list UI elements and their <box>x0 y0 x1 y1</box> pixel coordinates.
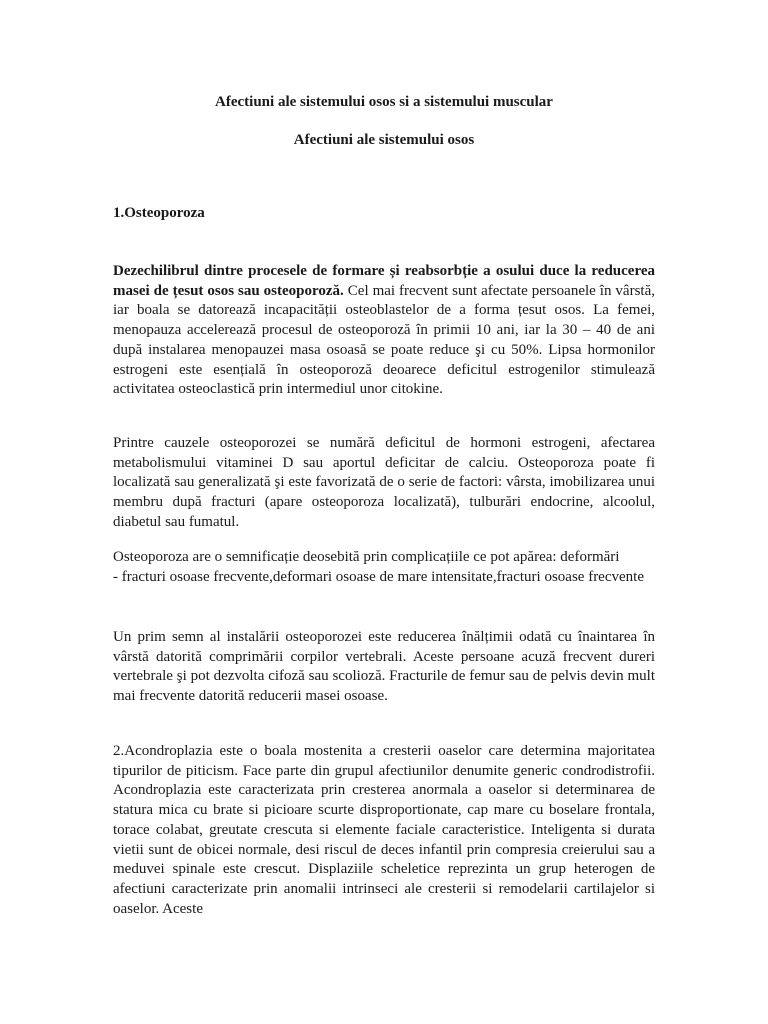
paragraph-osteoporosis-definition <box>113 262 655 400</box>
paragraph-acondroplazia: 2.Acondroplazia este o boala mostenita a cresterii oaselor care determina majoritatea tipurilor de piticism. Face parte din grupul afectiunilor denumite generic condrodistrofii. Acondroplazia este caracterizata prin cresterea anormala a oaselor si determinarea de statura mica cu brate si picioare scurte disproportionate, cap mare cu boselare frontala, torace colabat, greutate crescuta si elemente faciale caracteristice. Inteligenta si durata vietii sunt de obicei normale, desi riscul de deces infantil prin compresia creierului sau a meduvei spinale este crescut. Displaziile scheletice reprezinta un grup heterogen de afectiuni caracterizate prin anomalii intrinseci ale cresterii si remodelarii cartilajelor si oaselor. Aceste <box>113 743 655 917</box>
paragraph-osteoporosis-complications <box>113 548 655 587</box>
paragraph-continuation: Cel mai frecvent sunt afectate persoanele în vârstă, iar boala se datorează incapacității osteoblastelor de a forma țesut osos. La femei, menopauza accelerează procesul de osteoporoză în primii 10 ani, iar la 30 – 40 de ani după instalarea menopauzei masa osoasă se poate reduce şi cu 50%. Lipsa hormonilor estrogeni este esențială în osteoporoză deoarece deficitul estrogenilor stimulează activitatea osteoclastică prin intermediul unor citokine. <box>113 282 655 398</box>
document-subtitle: Afectiuni ale sistemului osos <box>293 132 475 148</box>
paragraph-lead-bold: Dezechilibrul dintre procesele de formare și reabsorbție a osului duce la reducerea masei de țesut osos sau osteoporoză. <box>113 263 655 299</box>
section-heading-osteoporoza: 1.Osteoporoza <box>113 205 205 221</box>
complications-intro: Osteoporoza are o semnificație deosebită prin complicațiile ce pot apărea: deformări <box>113 549 620 565</box>
document-title: Afectiuni ale sistemului osos si a sistemului muscular <box>215 94 553 110</box>
complications-list-item: - fracturi osoase frecvente,deformari osoase de mare intensitate,fracturi osoase frecvente <box>113 568 644 585</box>
paragraph-osteoporosis-causes: Printre cauzele osteoporozei se numără deficitul de hormoni estrogeni, afectarea metabolismului vitaminei D sau aportul deficitar de calciu. Osteoporoza poate fi localizată sau generalizată şi este favorizată de o serie de factori: vârsta, imobilizarea unui membru după fracturi (apare osteoporoza localizată), tulburări endocrine, alcoolul, diabetul sau fumatul. <box>113 435 655 530</box>
paragraph-osteoporosis-signs: Un prim semn al instalării osteoporozei este reducerea înălțimii odată cu înaintarea în vârstă datorită comprimării corpilor vertebrali. Aceste persoane acuză frecvent dureri vertebrale şi pot dezvolta cifoză sau scolioză. Fracturile de femur sau de pelvis devin mult mai frecvente datorită reducerii masei osoase. <box>113 629 655 705</box>
